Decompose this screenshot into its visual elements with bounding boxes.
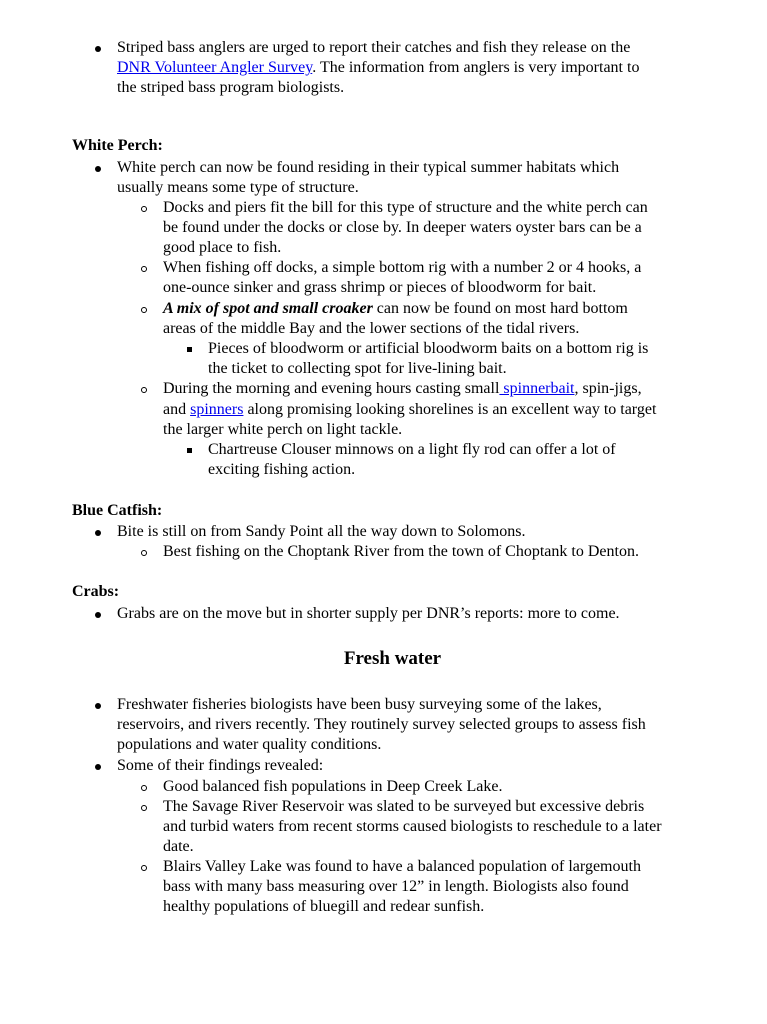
morning-evening-text: along promising looking shorelines is an excellent way to target <box>243 401 657 418</box>
striped-bass-item-line3: the striped bass program biologists. <box>117 79 345 96</box>
striped-bass-item-text: Striped bass anglers are urged to report their catches and fish they release on the <box>117 39 631 56</box>
bullet-disc-icon <box>95 530 101 536</box>
clouser-line2: exciting fishing action. <box>208 461 356 478</box>
bullet-square-icon <box>187 448 192 453</box>
morning-evening-text: , spin-jigs, <box>574 380 642 397</box>
bullet-disc-icon <box>95 703 101 709</box>
blue-catfish-subitem: Best fishing on the Choptank River from the town of Choptank to Denton. <box>163 543 639 560</box>
freshwater-item1-line2: reservoirs, and rivers recently. They routinely survey selected groups to assess fish <box>117 716 646 733</box>
striped-bass-item-line2 <box>117 58 639 78</box>
spinnerbait-link[interactable]: spinnerbait <box>499 380 575 397</box>
morning-evening-text: and <box>163 401 191 418</box>
bullet-circle-icon <box>141 266 147 272</box>
spot-croaker-emphasis: A mix of spot and small croaker <box>163 300 373 317</box>
blairs-item-line1: Blairs Valley Lake was found to have a balanced population of largemouth <box>163 858 641 875</box>
bullet-circle-icon <box>141 865 147 871</box>
savage-item-line1: The Savage River Reservoir was slated to be surveyed but excessive debris <box>163 798 645 815</box>
freshwater-item2: Some of their findings revealed: <box>117 757 324 774</box>
bullet-circle-icon <box>141 550 147 556</box>
spot-croaker-text: can now be found on most hard bottom <box>372 300 628 317</box>
white-perch-heading: White Perch: <box>72 137 163 154</box>
morning-evening-line1 <box>163 379 642 399</box>
blairs-item-line3: healthy populations of bluegill and redear sunfish. <box>163 898 485 915</box>
crabs-heading: Crabs: <box>72 583 120 600</box>
spot-croaker-line1 <box>163 299 628 319</box>
crabs-item: Grabs are on the move but in shorter supply per DNR’s reports: more to come. <box>117 605 620 622</box>
dnr-volunteer-angler-survey-link[interactable]: DNR Volunteer Angler Survey <box>117 59 313 76</box>
bullet-square-icon <box>187 347 192 352</box>
bullet-circle-icon <box>141 206 147 212</box>
fishing-off-docks-line1: When fishing off docks, a simple bottom rig with a number 2 or 4 hooks, a <box>163 259 642 276</box>
clouser-line1: Chartreuse Clouser minnows on a light fly rod can offer a lot of <box>208 441 616 458</box>
docks-item-line1: Docks and piers fit the bill for this type of structure and the white perch can <box>163 199 648 216</box>
bullet-disc-icon <box>95 46 101 52</box>
savage-item-line2: and turbid waters from recent storms caused biologists to reschedule to a later <box>163 818 662 835</box>
bullet-disc-icon <box>95 764 101 770</box>
fresh-water-heading: Fresh water <box>343 648 442 669</box>
blue-catfish-heading: Blue Catfish: <box>72 502 163 519</box>
spot-croaker-line2: areas of the middle Bay and the lower sections of the tidal rivers. <box>163 320 580 337</box>
morning-evening-line3: the larger white perch on light tackle. <box>163 421 403 438</box>
blairs-item-line2: bass with many bass measuring over 12” in length. Biologists also found <box>163 878 629 895</box>
bullet-circle-icon <box>141 387 147 393</box>
savage-item-line3: date. <box>163 838 194 855</box>
bullet-circle-icon <box>141 307 147 313</box>
white-perch-intro-line1: White perch can now be found residing in their typical summer habitats which <box>117 159 620 176</box>
white-perch-intro-line2: usually means some type of structure. <box>117 179 359 196</box>
morning-evening-text: During the morning and evening hours casting small <box>163 380 500 397</box>
blue-catfish-item: Bite is still on from Sandy Point all the way down to Solomons. <box>117 523 526 540</box>
bloodworm-line2: the ticket to collecting spot for live-lining bait. <box>208 360 507 377</box>
freshwater-item1-line3: populations and water quality conditions. <box>117 736 382 753</box>
freshwater-item1-line1: Freshwater fisheries biologists have been busy surveying some of the lakes, <box>117 696 602 713</box>
fishing-off-docks-line2: one-ounce sinker and grass shrimp or pieces of bloodworm for bait. <box>163 279 597 296</box>
bloodworm-line1: Pieces of bloodworm or artificial bloodworm baits on a bottom rig is <box>208 340 649 357</box>
striped-bass-item-text: . The information from anglers is very important to <box>312 59 640 76</box>
bullet-circle-icon <box>141 805 147 811</box>
morning-evening-line2 <box>163 400 656 420</box>
spinners-link[interactable]: spinners <box>190 401 244 418</box>
docks-item-line3: good place to fish. <box>163 239 282 256</box>
docks-item-line2: be found under the docks or close by. In deeper waters oyster bars can be a <box>163 219 642 236</box>
bullet-circle-icon <box>141 785 147 791</box>
bullet-disc-icon <box>95 612 101 618</box>
striped-bass-item-line1 <box>117 38 630 58</box>
deep-creek-item: Good balanced fish populations in Deep Creek Lake. <box>163 778 503 795</box>
bullet-disc-icon <box>95 166 101 172</box>
